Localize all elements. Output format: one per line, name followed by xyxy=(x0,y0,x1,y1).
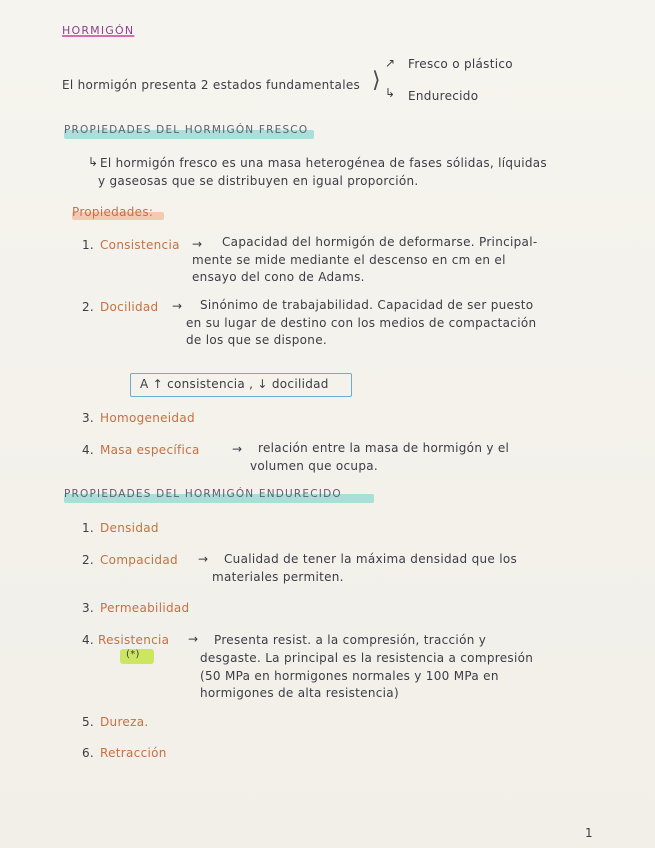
item-line: en su lugar de destino con los medios de compactación xyxy=(186,316,537,330)
fresh-definition-line-2: y gaseosas que se distribuyen en igual proporción. xyxy=(98,174,419,188)
item-number: 4. xyxy=(82,443,95,457)
item-number: 3. xyxy=(82,601,95,615)
intro-state-1: Fresco o plástico xyxy=(408,57,513,71)
item-term: Permeabilidad xyxy=(100,601,190,615)
item-term: Compacidad xyxy=(100,553,178,567)
item-line: ensayo del cono de Adams. xyxy=(192,270,365,284)
fresh-section-heading: PROPIEDADES DEL HORMIGÓN FRESCO xyxy=(64,124,309,136)
item-term: Masa específica xyxy=(100,443,200,457)
page-title: HORMIGÓN xyxy=(62,24,135,37)
item-line: hormigones de alta resistencia) xyxy=(200,686,399,700)
hard-section-heading: PROPIEDADES DEL HORMIGÓN ENDURECIDO xyxy=(64,488,342,500)
item-number: 2. xyxy=(82,300,95,314)
bracket-icon: ⟩ xyxy=(372,68,381,93)
item-number: 5. xyxy=(82,715,95,729)
item-term: Retracción xyxy=(100,746,167,760)
item-line: Cualidad de tener la máxima densidad que los xyxy=(224,552,518,566)
item-line: de los que se dispone. xyxy=(186,333,327,347)
item-line: materiales permiten. xyxy=(212,570,344,584)
item-term: Densidad xyxy=(100,521,159,535)
right-arrow-icon: → xyxy=(232,442,243,456)
item-term: Homogeneidad xyxy=(100,411,195,425)
intro-state-2: Endurecido xyxy=(408,89,479,103)
right-arrow-icon: → xyxy=(198,552,209,566)
item-number: 6. xyxy=(82,746,95,760)
right-arrow-icon: → xyxy=(188,632,199,646)
item-line: mente se mide mediante el descenso en cm en el xyxy=(192,253,506,267)
item-number: 3. xyxy=(82,411,95,425)
item-line: Presenta resist. a la compresión, tracción y xyxy=(214,633,487,647)
right-arrow-icon: → xyxy=(192,237,203,251)
item-term: Docilidad xyxy=(100,300,159,314)
page-number: 1 xyxy=(585,826,593,840)
item-line: volumen que ocupa. xyxy=(250,459,379,473)
intro-text: El hormigón presenta 2 estados fundamentales xyxy=(62,78,361,92)
item-line: Sinónimo de trabajabilidad. Capacidad de ser puesto xyxy=(200,298,534,312)
boxed-note: A ↑ consistencia , ↓ docilidad xyxy=(140,377,329,391)
item-number: 1. xyxy=(82,238,95,252)
item-number: 4. xyxy=(82,633,95,647)
item-line: desgaste. La principal es la resistencia a compresión xyxy=(200,651,534,665)
item-number: 1. xyxy=(82,521,95,535)
fresh-definition-line-1: El hormigón fresco es una masa heterogénea de fases sólidas, líquidas xyxy=(100,156,547,170)
item-line: relación entre la masa de hormigón y el xyxy=(258,441,510,455)
resistance-badge: (*) xyxy=(126,649,140,660)
item-number: 2. xyxy=(82,553,95,567)
item-term: Resistencia xyxy=(98,633,170,647)
item-line: Capacidad del hormigón de deformarse. Principal- xyxy=(222,235,538,249)
item-line: (50 MPa en hormigones normales y 100 MPa en xyxy=(200,669,499,683)
state-arrow-icon: ↗ xyxy=(385,56,396,70)
properties-heading: Propiedades: xyxy=(72,205,154,219)
sub-arrow-icon: ↳ xyxy=(88,155,99,169)
item-term: Consistencia xyxy=(100,238,180,252)
state-arrow-icon: ↳ xyxy=(385,86,396,100)
right-arrow-icon: → xyxy=(172,299,183,313)
item-term: Dureza. xyxy=(100,715,149,729)
